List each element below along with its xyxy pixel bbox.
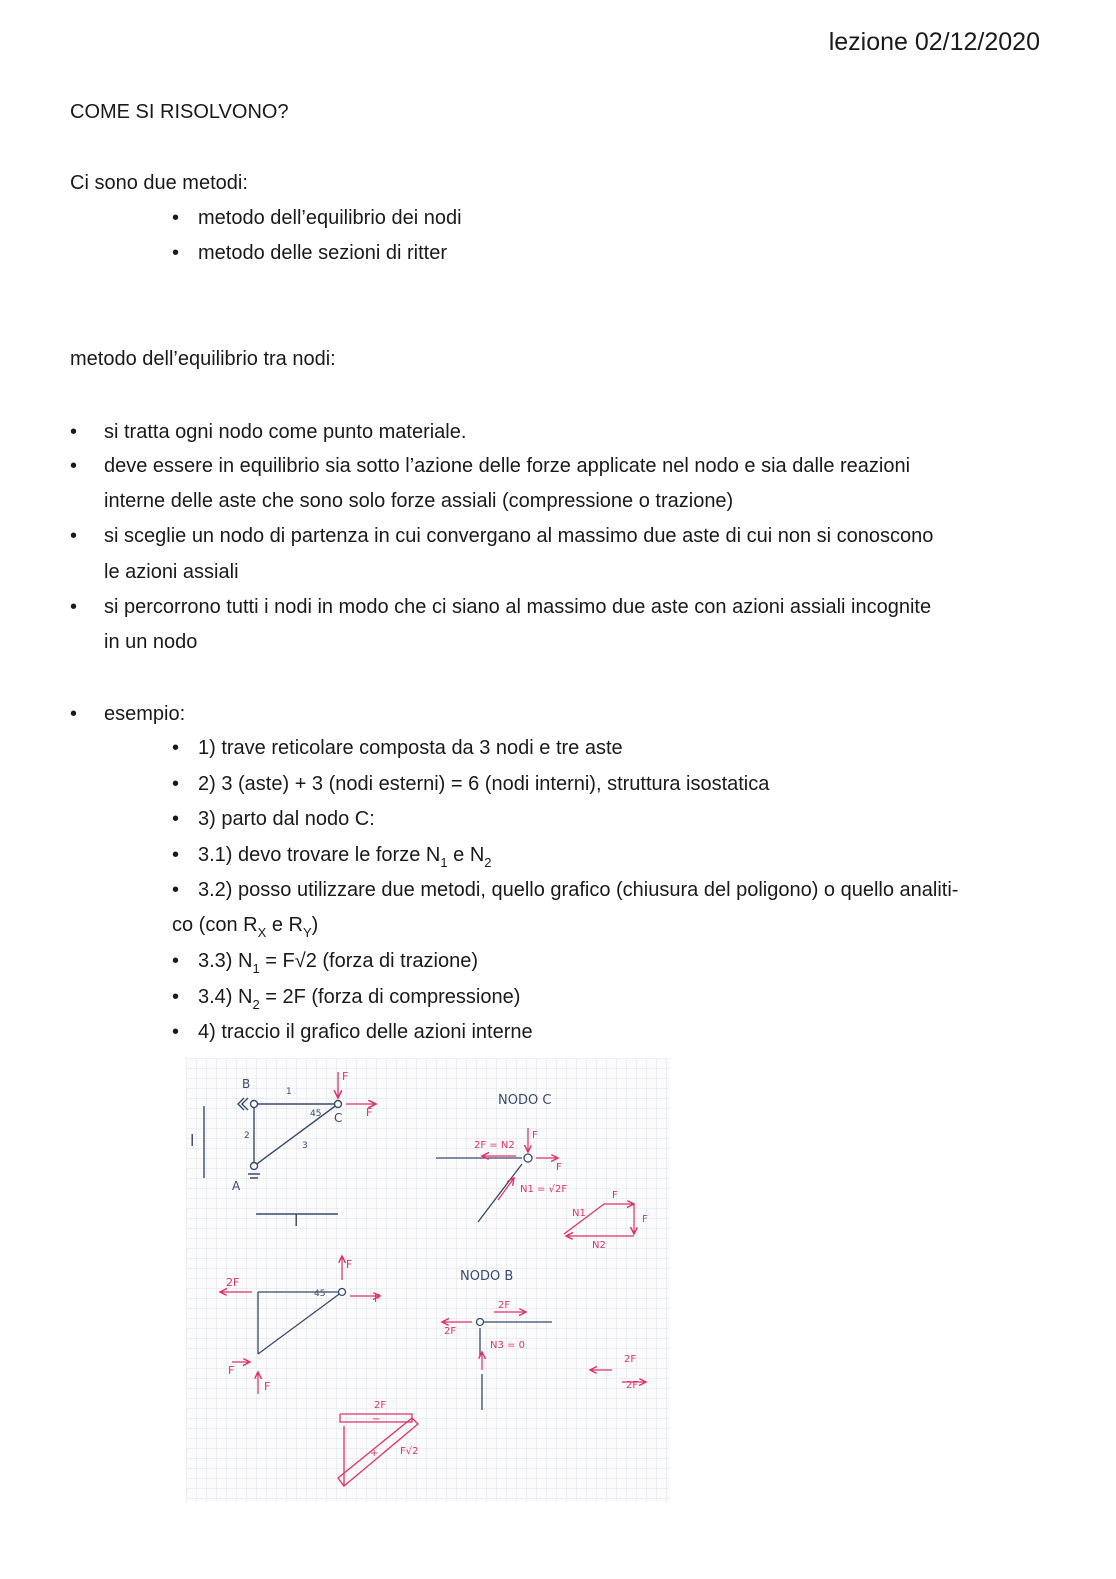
page-title: COME SI RISOLVONO? xyxy=(70,101,289,123)
step-text: 1) trave reticolare composta da 3 nodi e tre aste xyxy=(198,737,623,759)
step-text: 3.2) posso utilizzare due metodi, quello grafico (chiusura del poligono) o quello analiti- xyxy=(198,879,959,901)
angle-45: 45 xyxy=(310,1109,322,1119)
diagram-joint-c xyxy=(339,1289,346,1296)
polygon-n2-label: N2 xyxy=(592,1240,606,1251)
bullet: • xyxy=(172,773,180,795)
method-item xyxy=(172,241,448,265)
member-label-1: 1 xyxy=(286,1087,292,1097)
bullet-text: si percorrono tutti i nodi in modo che ci siano al massimo due aste con azioni assiali incognite xyxy=(104,596,932,618)
step-item xyxy=(172,843,492,870)
diagram-angle-45: 45 xyxy=(314,1289,326,1299)
step-text: 3.3) $N_1 = F√2$ (forza di trazione) xyxy=(198,950,478,976)
label-a: A xyxy=(232,1179,241,1193)
node-b xyxy=(251,1101,258,1108)
bullet: • xyxy=(172,879,180,901)
axial-minus-sign: − xyxy=(372,1414,381,1425)
bullet: • xyxy=(172,1021,180,1043)
section-bullet xyxy=(70,454,911,478)
reaction-f-label-up: F xyxy=(264,1380,271,1393)
step-text: 2) 3 (aste) + 3 (nodi esterni) = 6 (nodi interni), struttura isostatica xyxy=(198,773,770,795)
bullet: • xyxy=(70,525,78,547)
axial-2f-label: 2F xyxy=(374,1400,387,1411)
polygon-f-label: F xyxy=(612,1190,618,1201)
eq-2f-n2: 2F = N2 xyxy=(474,1140,515,1151)
eq-n1: N1 = √2F xyxy=(520,1184,568,1195)
bullet-text-continued: in un nodo xyxy=(104,631,198,653)
reaction-f-label-bottom: F xyxy=(228,1364,235,1377)
section-heading: metodo dell’equilibrio tra nodi: xyxy=(70,348,336,370)
bullet-text: si sceglie un nodo di partenza in cui convergano al massimo due aste di cui non si conoscono xyxy=(104,525,934,547)
step-text: 3.4) $N_2 = 2F$ (forza di compressione) xyxy=(198,986,521,1012)
reaction-f-right-label: F xyxy=(374,1292,381,1305)
load-f-right-label: F xyxy=(366,1106,373,1119)
node-c-f-right-label: F xyxy=(556,1162,562,1173)
axial-plus-sign: + xyxy=(370,1448,379,1459)
step-item xyxy=(172,1020,533,1044)
step-item xyxy=(172,772,770,796)
reaction-f-up-label: F xyxy=(346,1258,353,1271)
axial-fsqrt2-label: F√2 xyxy=(400,1446,419,1457)
load-f-down-label: F xyxy=(342,1070,349,1083)
section-bullet xyxy=(70,595,932,619)
bullet: • xyxy=(172,737,180,759)
step-item xyxy=(172,807,375,831)
node-b-2f-left-label: 2F xyxy=(444,1326,457,1337)
step-text: 3) parto dal nodo C: xyxy=(198,808,375,830)
step-text: 3.1) devo trovare le forze $N_1$ e $N_2$ xyxy=(198,844,492,870)
example-label: esempio: xyxy=(104,703,186,725)
truss-sketch xyxy=(186,1058,670,1502)
section-bullet xyxy=(70,420,467,444)
node-c-f-label: F xyxy=(532,1130,538,1141)
bullet: • xyxy=(172,242,180,264)
node-b-joint xyxy=(477,1319,484,1326)
step-item xyxy=(172,949,478,976)
bullet-text: deve essere in equilibrio sia sotto l’azione delle forze applicate nel nodo e sia dalle reazioni xyxy=(104,455,911,477)
bullet-text-continued: le azioni assiali xyxy=(104,561,239,583)
step-item xyxy=(172,985,521,1012)
bullet: • xyxy=(172,844,180,866)
step-text-continued: co (con $R_X$ e $R_Y$) xyxy=(172,914,319,940)
step-item xyxy=(172,878,959,902)
section-bullet xyxy=(70,524,934,548)
bullet: • xyxy=(172,207,180,229)
method-label: metodo delle sezioni di ritter xyxy=(198,242,448,264)
label-l-horizontal: l xyxy=(294,1211,299,1230)
node-b-2f-right-top: 2F xyxy=(624,1354,637,1365)
node-b-title: NODO B xyxy=(460,1269,514,1284)
bullet-text: si tratta ogni nodo come punto materiale. xyxy=(104,421,467,443)
bullet: • xyxy=(172,986,180,1008)
node-a xyxy=(251,1163,258,1170)
bullet: • xyxy=(70,596,78,618)
node-b-2f-label: 2F xyxy=(498,1300,511,1311)
polygon-n1-label: N1 xyxy=(572,1208,586,1219)
method-item xyxy=(172,206,462,230)
member-label-3: 3 xyxy=(302,1141,308,1151)
example-item xyxy=(70,702,186,726)
node-c-joint xyxy=(524,1154,532,1162)
label-b: B xyxy=(242,1077,251,1091)
node-c-title: NODO C xyxy=(498,1093,552,1108)
label-l-vertical: l xyxy=(190,1131,195,1150)
step-text: 4) traccio il grafico delle azioni interne xyxy=(198,1021,533,1043)
graph-paper-grid xyxy=(186,1058,670,1502)
bullet-text-continued: interne delle aste che sono solo forze assiali (compressione o trazione) xyxy=(104,490,734,512)
methods-intro: Ci sono due metodi: xyxy=(70,172,248,194)
method-label: metodo dell’equilibrio dei nodi xyxy=(198,207,462,229)
step-item xyxy=(172,736,623,760)
polygon-f-vertical-label: F xyxy=(642,1214,648,1225)
bullet: • xyxy=(70,703,78,725)
node-c xyxy=(335,1101,342,1108)
node-b-2f-right-bottom: 2F xyxy=(626,1380,639,1391)
lecture-date: lezione 02/12/2020 xyxy=(828,28,1040,56)
bullet: • xyxy=(172,808,180,830)
reaction-2f-label: 2F xyxy=(226,1276,240,1289)
bullet: • xyxy=(70,455,78,477)
bullet: • xyxy=(70,421,78,443)
label-c: C xyxy=(334,1111,343,1125)
bullet: • xyxy=(172,950,180,972)
node-b-n3-label: N3 = 0 xyxy=(490,1340,525,1351)
member-label-2: 2 xyxy=(244,1131,250,1141)
